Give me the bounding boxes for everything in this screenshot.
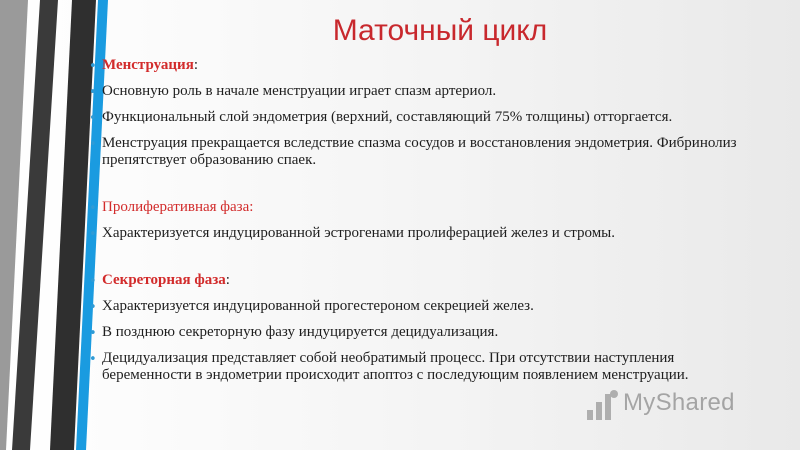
list-item-text: Характеризуется индуцированной эстрогенами пролиферацией желез и стромы. [102,225,616,241]
section-heading-menstruation: Менструация [102,57,194,73]
bullet-icon: • [89,137,97,152]
heading-colon: : [193,57,198,73]
list-item-text: Функциональный слой эндометрия (верхний, составляющий 75% толщины) отторгается. [102,109,673,125]
heading-colon: : [225,272,230,288]
list-item [80,225,760,242]
list-item [80,324,760,341]
list-item [80,109,760,126]
section-heading-proliferative: Пролиферативная фаза: [102,199,254,215]
list-item [80,199,760,216]
list-item [80,135,760,169]
bullet-icon: • [89,85,97,100]
bullet-icon: • [89,111,97,126]
section-heading-secretory: Секреторная фаза [102,272,226,288]
bullet-icon: • [89,300,97,315]
bullet-icon: • [89,274,97,289]
bullet-icon: • [89,59,97,74]
bullet-icon: • [89,201,97,216]
slide-body [80,52,760,384]
watermark-text: MyShared [623,389,735,416]
list-item [80,272,760,289]
list-item [80,298,760,315]
list-item [80,83,760,100]
list-item-text: Основную роль в начале менструации играет спазм артериол. [102,83,497,99]
list-item-text: В позднюю секреторную фазу индуцируется децидуализация. [102,324,499,340]
list-item [80,57,760,74]
watermark-logo-icon [583,386,621,424]
list-item [80,350,760,384]
list-item-text: Децидуализация представляет собой необратимый процесс. При отсутствии наступления беременности в эндометрии происходит апоптоз с последующим появлением менструации. [102,350,689,383]
list-item-text: Характеризуется индуцированной прогестероном секрецией желез. [102,298,534,314]
list-item-text: Менструация прекращается вследствие спазма сосудов и восстановления эндометрия. Фибринолиз препятствует образованию спаек. [102,135,737,168]
bullet-icon: • [89,227,97,242]
slide-title: Маточный цикл [332,14,548,47]
bullet-icon: • [89,352,97,367]
bullet-icon: • [89,326,97,341]
watermark [583,386,783,426]
